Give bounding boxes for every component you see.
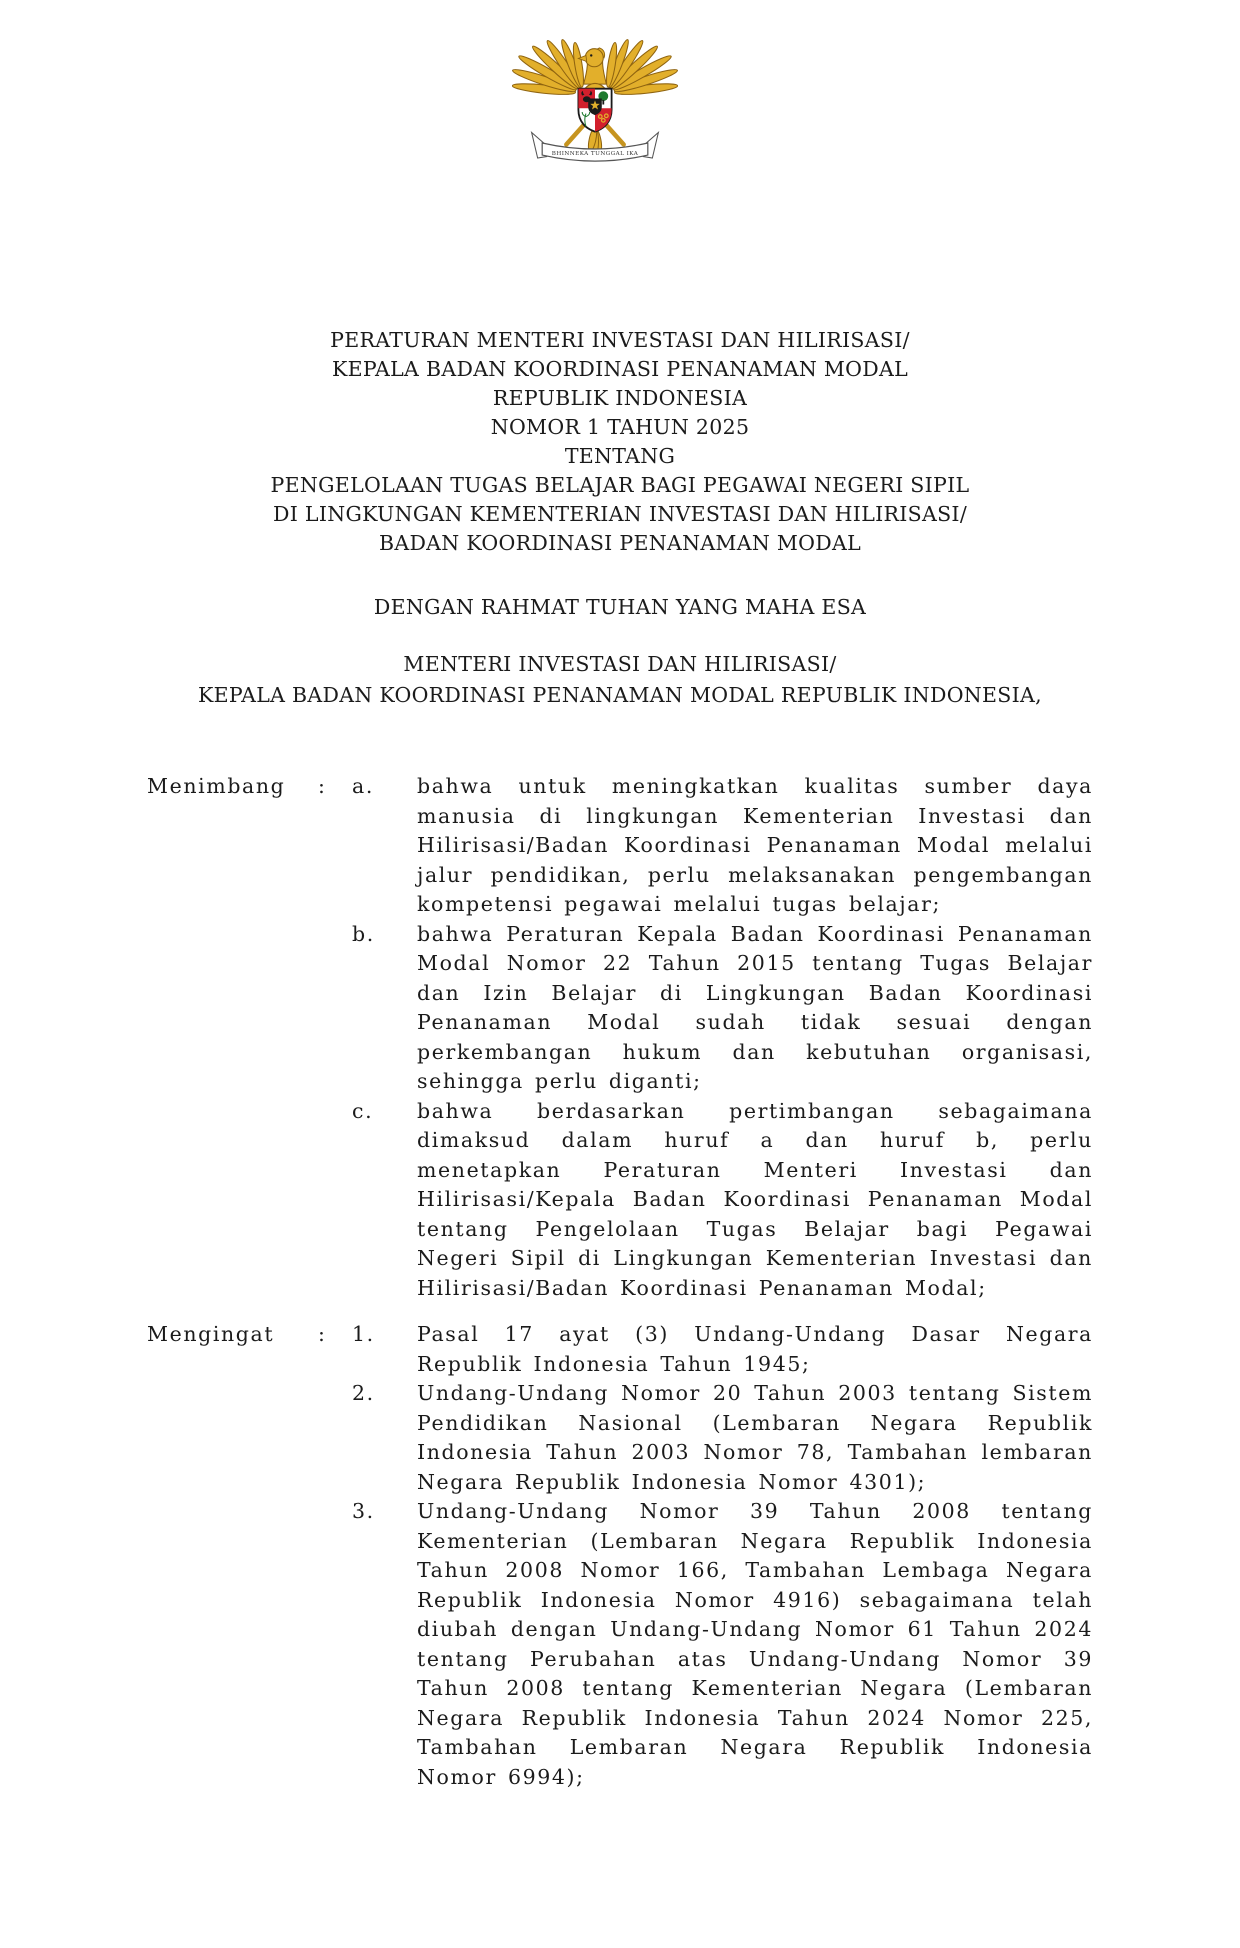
mengingat-colon: : bbox=[318, 1322, 327, 1346]
garuda-pancasila-icon bbox=[512, 14, 678, 192]
emblem-motto: BHINNEKA TUNGGAL IKA bbox=[551, 151, 639, 158]
item-marker: c. bbox=[352, 1098, 374, 1123]
mengingat-label: Mengingat bbox=[147, 1322, 275, 1346]
mengingat-section bbox=[147, 1320, 1093, 1792]
menimbang-label: Menimbang bbox=[147, 774, 286, 798]
consideration-item bbox=[352, 1097, 1093, 1304]
consideration-item bbox=[352, 772, 1093, 920]
title-line: DI LINGKUNGAN KEMENTERIAN INVESTASI DAN HILIRISASI/ bbox=[272, 502, 968, 526]
item-text: bahwa berdasarkan pertimbangan sebagaimana dimaksud dalam huruf a dan huruf b, perlu menetapkan Peraturan Menteri Investasi dan Hilirisasi/Kepala Badan Koordinasi Penanaman Modal tentang Pengelolaan Tugas Belajar bagi Pegawai Negeri Sipil di Lingkungan Kementerian Investasi dan Hilirisasi/Badan Koordinasi Penanaman Modal; bbox=[417, 1098, 1093, 1300]
garuda-pancasila-emblem bbox=[512, 14, 678, 192]
garuda-left-wing bbox=[512, 38, 586, 96]
mengingat-items bbox=[352, 1320, 1093, 1792]
title-line: KEPALA BADAN KOORDINASI PENANAMAN MODAL bbox=[331, 357, 909, 381]
item-text: Undang-Undang Nomor 39 Tahun 2008 tentang Kementerian (Lembaran Negara Republik Indonesia Tahun 2008 Nomor 166, Tambahan Lembaga Negara Republik Indonesia Nomor 4916) sebagaimana telah diubah dengan Undang-Undang Nomor 61 Tahun 2024 tentang Perubahan atas Undang-Undang Nomor 39 Tahun 2008 tentang Kementerian Negara (Lembaran Negara Republik Indonesia Tahun 2024 Nomor 225, Tambahan Lembaran Negara Republik Indonesia Nomor 6994); bbox=[417, 1499, 1093, 1789]
title-line: PERATURAN MENTERI INVESTASI DAN HILIRISASI/ bbox=[330, 328, 910, 352]
item-marker: 3. bbox=[352, 1499, 375, 1523]
item-marker: 1. bbox=[352, 1322, 375, 1346]
title-line: REPUBLIK INDONESIA bbox=[492, 386, 748, 410]
legal-basis-item bbox=[352, 1320, 1093, 1379]
title-line: TENTANG bbox=[564, 444, 676, 468]
item-marker: 2. bbox=[352, 1381, 375, 1405]
garuda-right-wing bbox=[604, 38, 678, 96]
item-text: Undang-Undang Nomor 20 Tahun 2003 tentang Sistem Pendidikan Nasional (Lembaran Negara Republik Indonesia Tahun 2003 Nomor 78, Tambahan lembaran Negara Republik Indonesia Nomor 4301); bbox=[417, 1381, 1093, 1494]
item-marker: a. bbox=[352, 774, 374, 798]
item-text: Pasal 17 ayat (3) Undang-Undang Dasar Negara Republik Indonesia Tahun 1945; bbox=[417, 1322, 1093, 1376]
title-line: NOMOR 1 TAHUN 2025 bbox=[490, 415, 750, 439]
menimbang-colon: : bbox=[318, 774, 327, 798]
item-text: bahwa untuk meningkatkan kualitas sumber daya manusia di lingkungan Kementerian Investasi dan Hilirisasi/Badan Koordinasi Penanaman Modal melalui jalur pendidikan, perlu melaksanakan pengembangan kompetensi pegawai melalui tugas belajar; bbox=[417, 774, 1093, 916]
legal-basis-item bbox=[352, 1379, 1093, 1497]
menimbang-items bbox=[352, 772, 1093, 1303]
item-marker: b. bbox=[352, 921, 375, 946]
consideration-item bbox=[352, 920, 1093, 1097]
menimbang-section bbox=[147, 772, 1093, 1303]
legal-basis-item bbox=[352, 1497, 1093, 1792]
title-block bbox=[0, 326, 1240, 558]
pancasila-shield bbox=[578, 89, 611, 132]
authority-line: MENTERI INVESTASI DAN HILIRISASI/ bbox=[403, 652, 837, 676]
title-line: BADAN KOORDINASI PENANAMAN MODAL bbox=[378, 531, 862, 555]
title-line: PENGELOLAAN TUGAS BELAJAR BAGI PEGAWAI NEGERI SIPIL bbox=[270, 473, 970, 497]
invocation-line: DENGAN RAHMAT TUHAN YANG MAHA ESA bbox=[373, 595, 867, 619]
authority-block bbox=[0, 649, 1240, 711]
item-text: bahwa Peraturan Kepala Badan Koordinasi Penanaman Modal Nomor 22 Tahun 2015 tentang Tugas Belajar dan Izin Belajar di Lingkungan Badan Koordinasi Penanaman Modal sudah tidak sesuai dengan perkembangan hukum dan kebutuhan organisasi, sehingga perlu diganti; bbox=[417, 921, 1093, 1093]
authority-line: KEPALA BADAN KOORDINASI PENANAMAN MODAL REPUBLIK INDONESIA, bbox=[198, 683, 1042, 707]
